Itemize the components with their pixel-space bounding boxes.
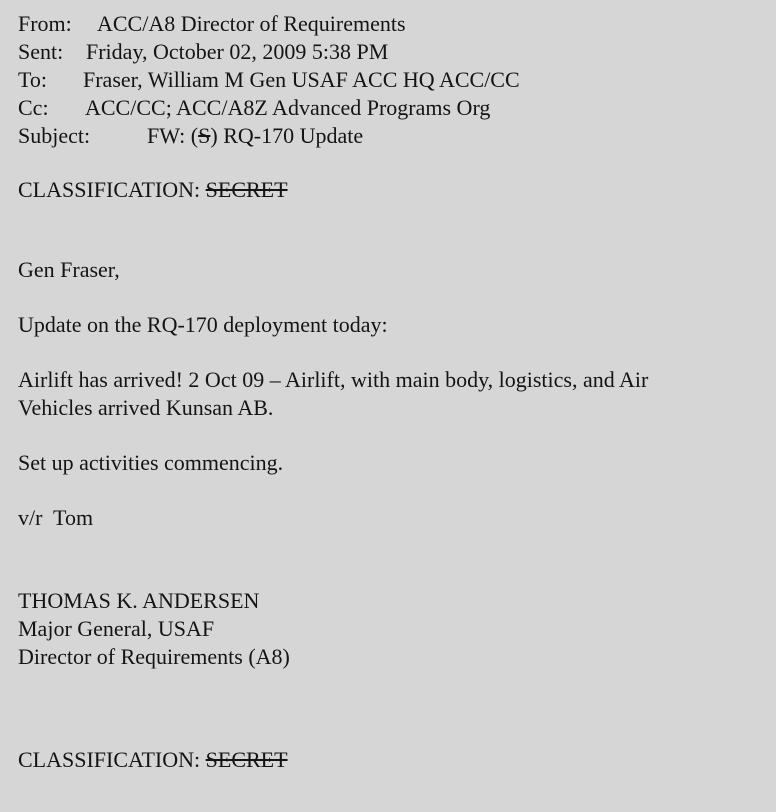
to-label: To: — [18, 67, 48, 92]
to-row — [18, 66, 758, 94]
signature-title: Director of Requirements (A8) — [18, 644, 290, 669]
cc-row — [18, 94, 758, 122]
classification-top-label: CLASSIFICATION: — [18, 177, 206, 202]
email-printout — [18, 10, 758, 774]
sent-value: Friday, October 02, 2009 5:38 PM — [86, 39, 389, 64]
setup-line: Set up activities commencing. — [18, 450, 284, 475]
airlift-line-1: Airlift has arrived! 2 Oct 09 – Airlift, with main body, logistics, and Air — [18, 367, 649, 392]
signature-block — [18, 587, 758, 671]
signature-name: THOMAS K. ANDERSEN — [18, 588, 260, 613]
subject-struck-marking: S — [198, 123, 211, 148]
airlift-paragraph — [18, 366, 758, 422]
from-row — [18, 10, 758, 38]
classification-bottom-level: SECRET — [205, 747, 288, 772]
subject-row — [18, 122, 758, 150]
cc-value: ACC/CC; ACC/A8Z Advanced Programs Org — [85, 95, 491, 120]
subject-value — [147, 122, 363, 150]
to-value: Fraser, William M Gen USAF ACC HQ ACC/CC — [83, 67, 520, 92]
classification-top-level: SECRET — [205, 177, 288, 202]
signature-rank: Major General, USAF — [18, 616, 215, 641]
email-header — [18, 10, 758, 150]
classification-top — [18, 176, 758, 204]
subject-suffix: ) RQ-170 Update — [210, 123, 364, 148]
airlift-line-2: Vehicles arrived Kunsan AB. — [18, 395, 274, 420]
subject-label: Subject: — [18, 123, 91, 148]
classification-bottom — [18, 746, 758, 774]
cc-label: Cc: — [18, 95, 49, 120]
intro-line: Update on the RQ-170 deployment today: — [18, 312, 388, 337]
sent-label: Sent: — [18, 39, 64, 64]
from-label: From: — [18, 11, 72, 36]
signoff: v/r Tom — [18, 505, 94, 530]
classification-bottom-label: CLASSIFICATION: — [18, 747, 206, 772]
from-value: ACC/A8 Director of Requirements — [97, 11, 406, 36]
subject-prefix: FW: ( — [147, 123, 199, 148]
sent-row — [18, 38, 758, 66]
salutation: Gen Fraser, — [18, 257, 120, 282]
